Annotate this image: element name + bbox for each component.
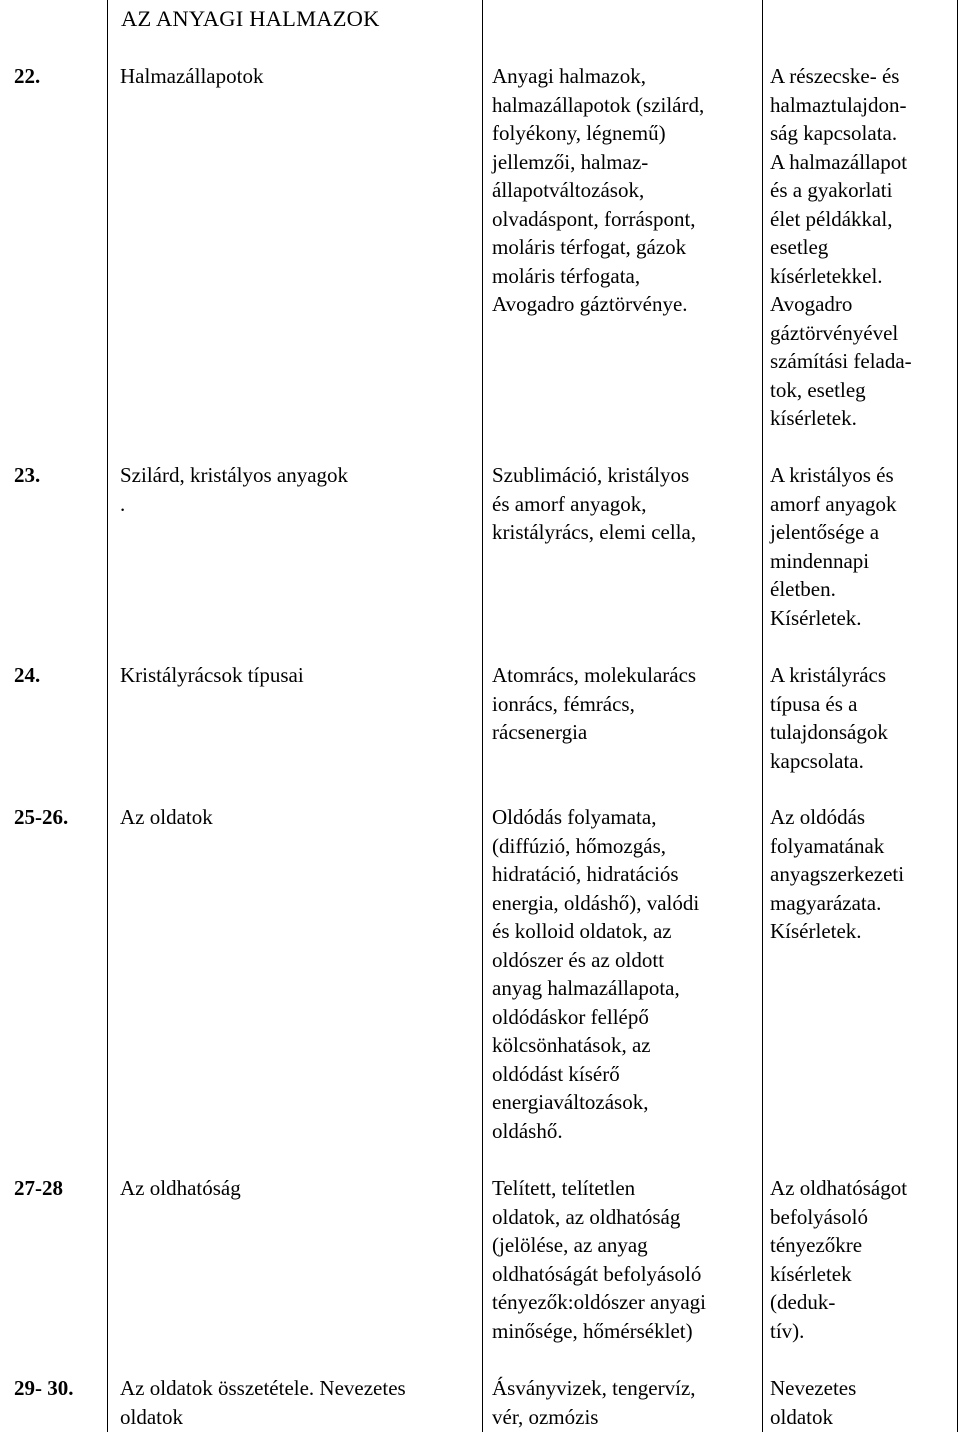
- lesson-topic: Az oldhatóság: [120, 1176, 241, 1200]
- column-divider: [482, 0, 483, 1432]
- lesson-content: Szublimáció, kristályos és amorf anyagok, kristályrács, elemi cella,: [492, 463, 697, 544]
- lesson-content: Atomrács, molekularács ionrács, fémrács, rácsenergia: [492, 663, 697, 744]
- column-divider: [107, 0, 108, 1432]
- lesson-number: 24.: [14, 663, 41, 687]
- lesson-number: 25-26.: [14, 805, 69, 829]
- lesson-content: Oldódás folyamata, (diffúzió, hőmozgás, hidratáció, hidratációs energia, oldáshő), valódi és kolloid oldatok, az oldószer és az oldott anyag halmazállapota, oldódáskor fellépő kölcsönhatások, az oldódást kísérő energiaváltozások, oldáshő.: [492, 805, 700, 1143]
- lesson-requirement: Nevezetes oldatok: [770, 1376, 857, 1429]
- lesson-content: Anyagi halmazok, halmazállapotok (szilárd, folyékony, légnemű) jellemzői, halmaz- állapotváltozások, olvadáspont, forráspont, moláris térfogat, gázok moláris térfogata, Avogadro gáztörvénye.: [492, 64, 705, 316]
- lesson-content: Ásványvizek, tengervíz, vér, ozmózis: [492, 1376, 696, 1429]
- lesson-requirement: A kristályrács típusa és a tulajdonságok kapcsolata.: [770, 663, 888, 773]
- column-divider: [762, 0, 763, 1432]
- column-divider: [957, 0, 958, 1432]
- section-heading: AZ ANYAGI HALMAZOK: [121, 6, 380, 31]
- lesson-requirement: Az oldódás folyamatának anyagszerkezeti magyarázata. Kísérletek.: [770, 805, 905, 943]
- lesson-topic: Az oldatok: [120, 805, 213, 829]
- lesson-topic: Szilárd, kristályos anyagok .: [120, 463, 349, 516]
- lesson-topic: Az oldatok összetétele. Nevezetes oldatok: [120, 1376, 406, 1429]
- lesson-requirement: A kristályos és amorf anyagok jelentősége a mindennapi életben. Kísérletek.: [770, 463, 897, 630]
- lesson-requirement: Az oldhatóságot befolyásoló tényezőkre kísérletek (deduk- tív).: [770, 1176, 908, 1343]
- lesson-number: 23.: [14, 463, 41, 487]
- lesson-number: 27-28: [14, 1176, 63, 1200]
- lesson-topic: Halmazállapotok: [120, 64, 264, 88]
- lesson-requirement: A részecske- és halmaztulajdon- ság kapcsolata. A halmazállapot és a gyakorlati élet példákkal, esetleg kísérletekkel. Avogadro gáztörvényével számítási felada- tok, esetleg kísérletek.: [770, 64, 912, 430]
- lesson-number: 22.: [14, 64, 41, 88]
- lesson-content: Telített, telítetlen oldatok, az oldhatóság (jelölése, az anyag oldhatóságát befolyásoló tényezők:oldószer anyagi minősége, hőmérséklet): [492, 1176, 706, 1343]
- lesson-topic: Kristályrácsok típusai: [120, 663, 304, 687]
- lesson-number: 29- 30.: [14, 1376, 74, 1400]
